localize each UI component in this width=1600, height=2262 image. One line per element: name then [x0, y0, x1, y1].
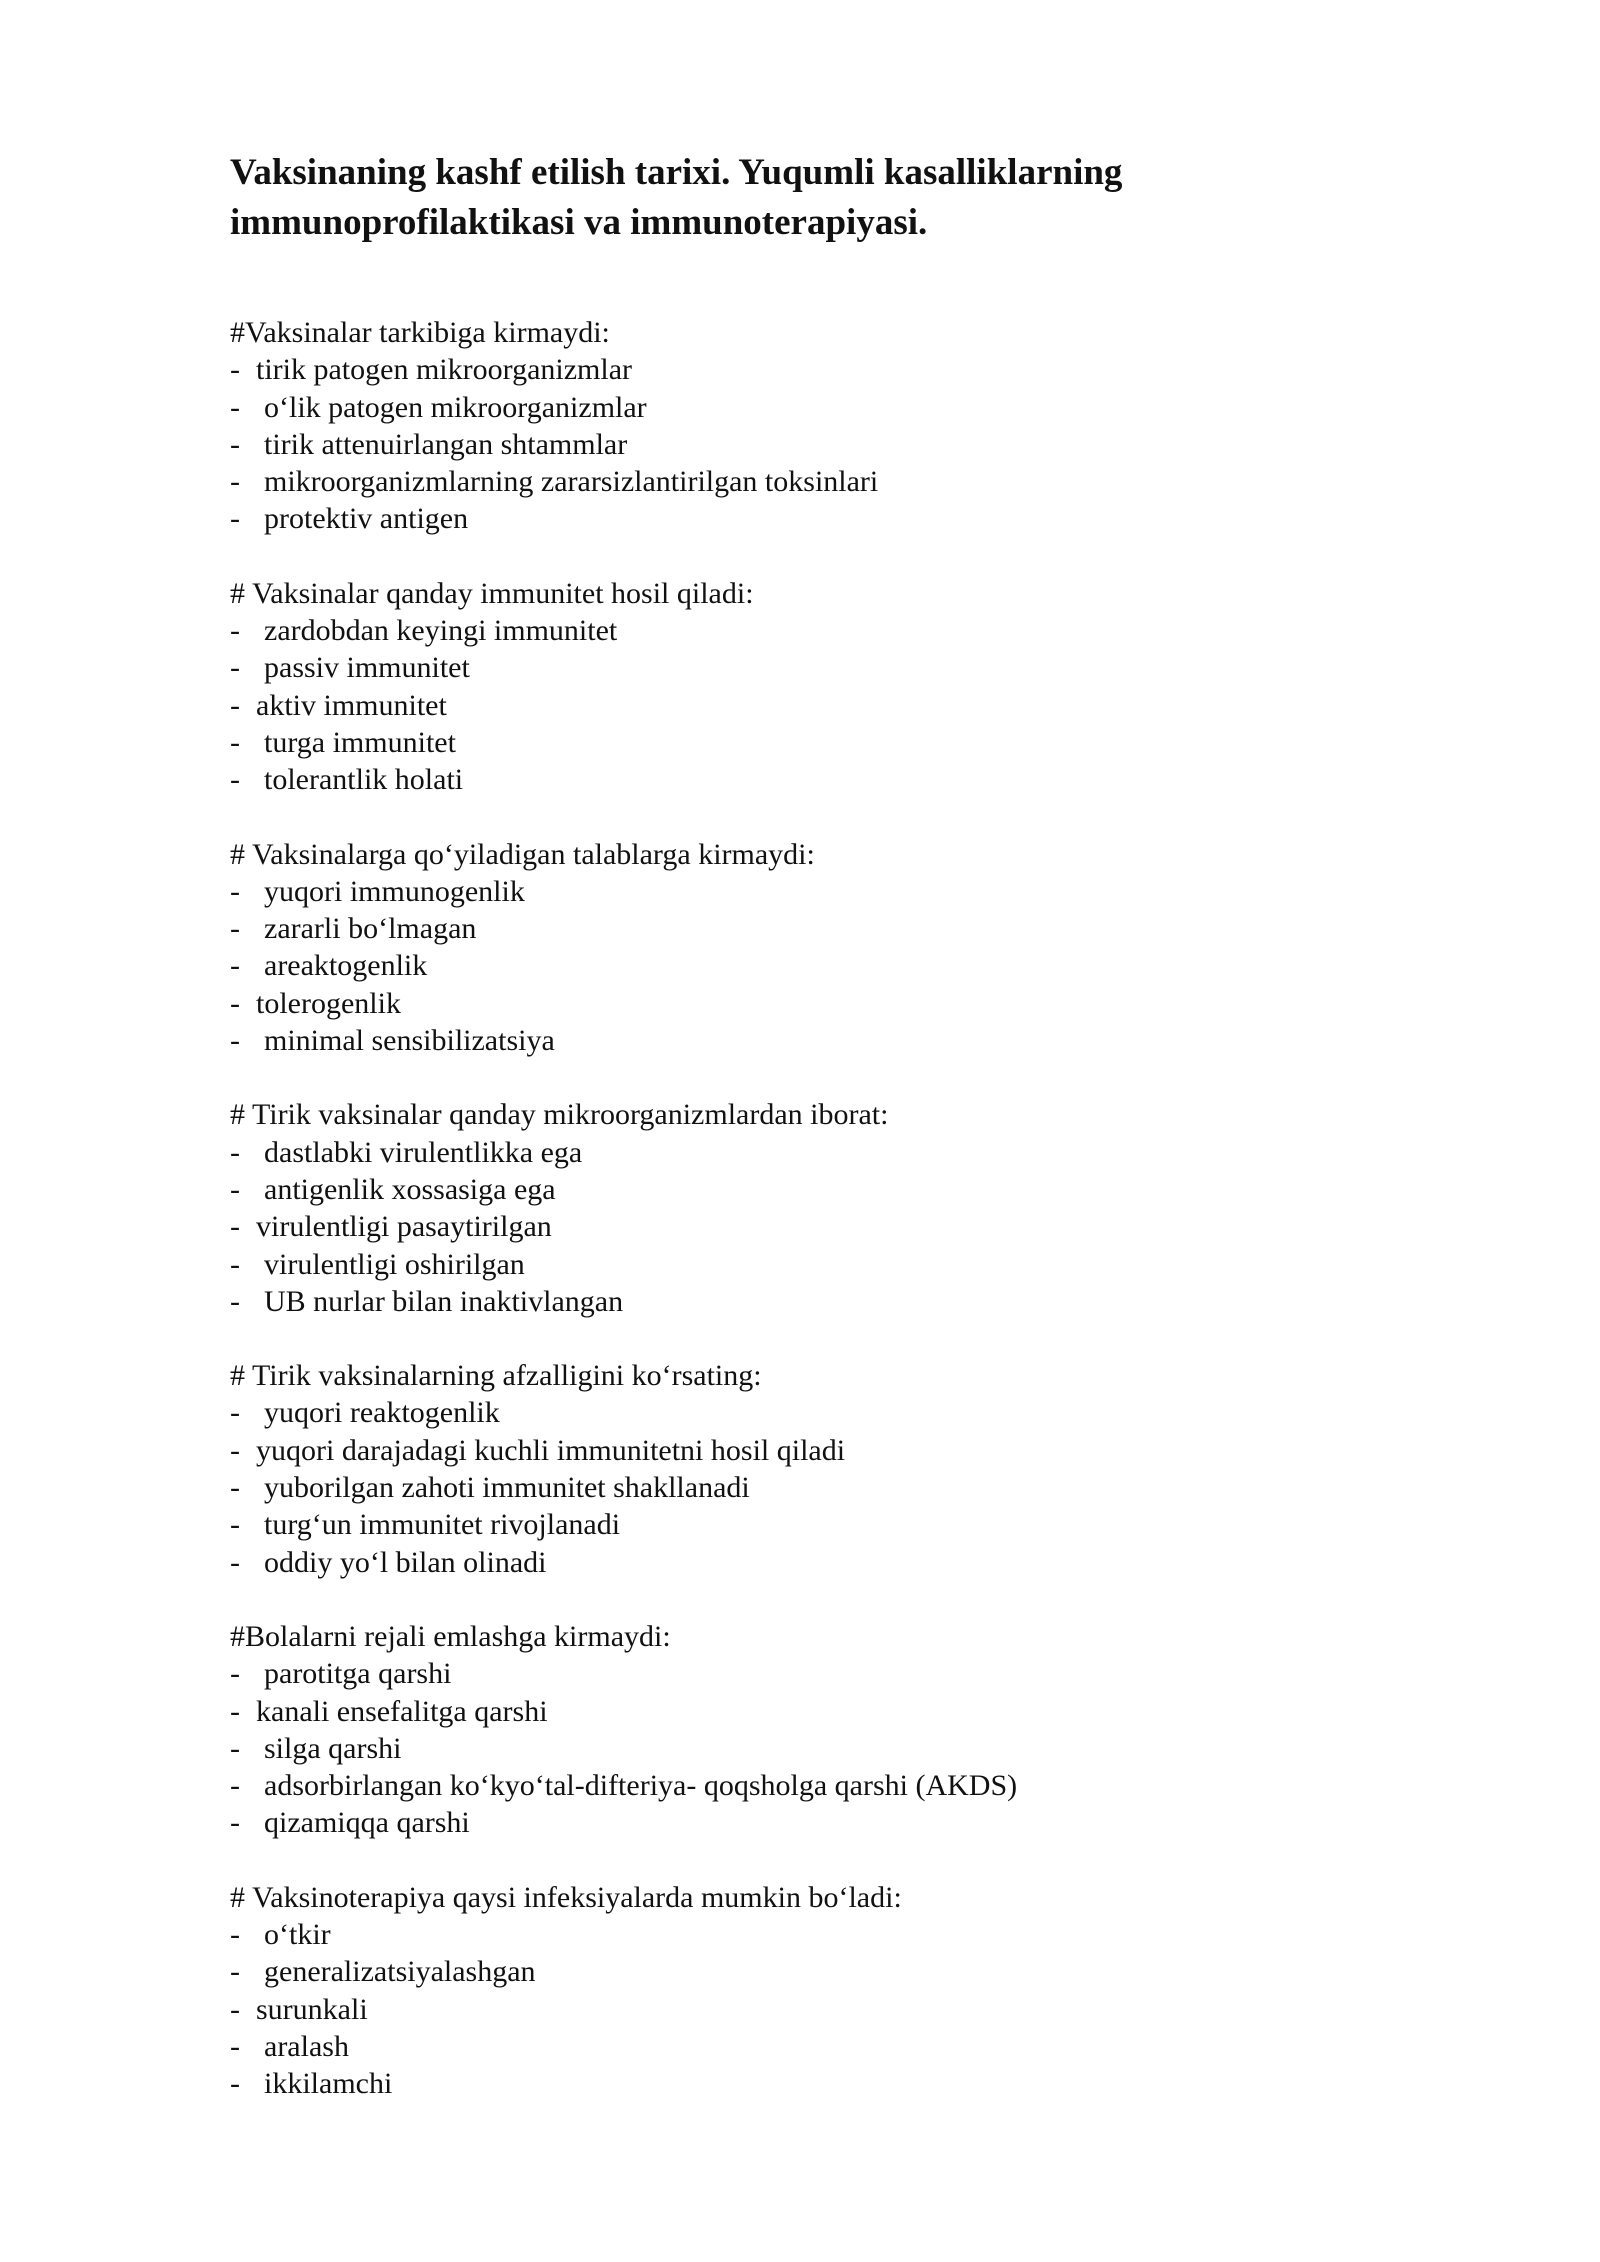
option-item [230, 2065, 1430, 2102]
option-text: virulentligi oshirilgan [264, 1247, 525, 1281]
option-item [230, 1655, 1430, 1692]
option-text: turg‘un immunitet rivojlanadi [264, 1508, 621, 1542]
option-text: tirik attenuirlangan shtammlar [264, 427, 628, 461]
option-item [230, 1804, 1430, 1841]
option-item [230, 1134, 1430, 1171]
option-text: o‘lik patogen mikroorganizmlar [264, 390, 647, 424]
dash-marker: - [230, 353, 240, 387]
dash-marker: - [230, 614, 240, 648]
question-block [230, 1618, 1430, 1842]
option-text: UB nurlar bilan inaktivlangan [264, 1284, 624, 1318]
option-list [230, 873, 1430, 1059]
dash-marker: - [230, 1806, 240, 1840]
option-text: zararli bo‘lmagan [264, 912, 477, 946]
dash-marker: - [230, 1992, 240, 2026]
question-block [230, 314, 1430, 538]
dash-marker: - [230, 912, 240, 946]
dash-marker: - [230, 1284, 240, 1318]
option-text: protektiv antigen [264, 502, 469, 536]
dash-marker: - [230, 1172, 240, 1206]
option-text: yuqori reaktogenlik [264, 1396, 500, 1430]
option-item [230, 1991, 1430, 2028]
dash-marker: - [230, 1135, 240, 1169]
option-item [230, 463, 1430, 500]
dash-marker: - [230, 1731, 240, 1765]
option-text: silga qarshi [264, 1731, 402, 1765]
option-text: surunkali [256, 1992, 368, 2026]
option-list [230, 612, 1430, 798]
option-item [230, 1394, 1430, 1431]
option-text: yuborilgan zahoti immunitet shakllanadi [264, 1471, 750, 1505]
option-item [230, 687, 1430, 724]
option-item [230, 761, 1430, 798]
dash-marker: - [230, 725, 240, 759]
dash-marker: - [230, 986, 240, 1020]
dash-marker: - [230, 2029, 240, 2063]
dash-marker: - [230, 502, 240, 536]
dash-marker: - [230, 763, 240, 797]
option-item [230, 426, 1430, 463]
question-text: # Vaksinalar qanday immunitet hosil qiladi: [230, 576, 754, 610]
question-list [230, 314, 1430, 2102]
option-text: minimal sensibilizatsiya [264, 1024, 555, 1058]
option-item [230, 1730, 1430, 1767]
option-item [230, 1767, 1430, 1804]
option-text: tolerantlik holati [264, 763, 464, 797]
option-text: tolerogenlik [256, 986, 401, 1020]
dash-marker: - [230, 1433, 240, 1467]
option-text: aralash [264, 2029, 349, 2063]
question-text: # Vaksinoterapiya qaysi infeksiyalarda mumkin bo‘ladi: [230, 1880, 902, 1914]
option-item [230, 873, 1430, 910]
option-item [230, 947, 1430, 984]
option-text: yuqori immunogenlik [264, 874, 525, 908]
option-text: oddiy yo‘l bilan olinadi [264, 1545, 547, 1579]
dash-marker: - [230, 427, 240, 461]
option-item [230, 389, 1430, 426]
option-text: tirik patogen mikroorganizmlar [256, 353, 633, 387]
dash-marker: - [230, 1917, 240, 1951]
option-list [230, 1916, 1430, 2102]
option-item [230, 351, 1430, 388]
question-block [230, 1357, 1430, 1581]
document-page [230, 148, 1430, 2139]
option-list [230, 351, 1430, 537]
option-item [230, 1432, 1430, 1469]
option-text: turga immunitet [264, 725, 456, 759]
dash-marker: - [230, 1396, 240, 1430]
option-item [230, 985, 1430, 1022]
dash-marker: - [230, 1247, 240, 1281]
dash-marker: - [230, 1210, 240, 1244]
option-item [230, 1208, 1430, 1245]
option-item [230, 1544, 1430, 1581]
question-block [230, 836, 1430, 1060]
option-text: virulentligi pasaytirilgan [256, 1210, 552, 1244]
option-item [230, 1506, 1430, 1543]
option-item [230, 500, 1430, 537]
dash-marker: - [230, 874, 240, 908]
dash-marker: - [230, 1508, 240, 1542]
question-text: #Vaksinalar tarkibiga kirmaydi: [230, 316, 610, 349]
option-text: passiv immunitet [264, 651, 470, 685]
option-list [230, 1655, 1430, 1841]
option-text: ikkilamchi [264, 2067, 393, 2101]
option-list [230, 1394, 1430, 1580]
option-item [230, 1469, 1430, 1506]
option-text: qizamiqqa qarshi [264, 1806, 470, 1840]
option-item [230, 724, 1430, 761]
question-block [230, 1096, 1430, 1320]
question-text: # Tirik vaksinalarning afzalligini ko‘rsating: [230, 1359, 762, 1393]
dash-marker: - [230, 1769, 240, 1803]
question-text: # Vaksinalarga qo‘yiladigan talablarga kirmaydi: [230, 837, 815, 871]
option-list [230, 1134, 1430, 1320]
option-text: adsorbirlangan ko‘kyo‘tal-difteriya- qoqsholga qarshi (AKDS) [264, 1769, 1018, 1803]
option-text: antigenlik xossasiga ega [264, 1172, 556, 1206]
dash-marker: - [230, 2067, 240, 2101]
option-text: areaktogenlik [264, 949, 428, 983]
option-text: parotitga qarshi [264, 1657, 452, 1691]
option-item [230, 612, 1430, 649]
option-text: yuqori darajadagi kuchli immunitetni hosil qiladi [256, 1433, 846, 1467]
option-item [230, 1953, 1430, 1990]
option-item [230, 1246, 1430, 1283]
question-block [230, 1879, 1430, 2103]
option-text: generalizatsiyalashgan [264, 1955, 536, 1989]
question-text: #Bolalarni rejali emlashga kirmaydi: [230, 1619, 671, 1653]
option-item [230, 1693, 1430, 1730]
dash-marker: - [230, 1545, 240, 1579]
dash-marker: - [230, 688, 240, 722]
dash-marker: - [230, 1657, 240, 1691]
dash-marker: - [230, 651, 240, 685]
option-item [230, 2028, 1430, 2065]
dash-marker: - [230, 465, 240, 499]
option-text: mikroorganizmlarning zararsizlantirilgan toksinlari [264, 465, 879, 499]
dash-marker: - [230, 1024, 240, 1058]
option-text: o‘tkir [264, 1917, 331, 1951]
option-item [230, 1283, 1430, 1320]
option-text: aktiv immunitet [256, 688, 447, 722]
dash-marker: - [230, 1955, 240, 1989]
dash-marker: - [230, 1471, 240, 1505]
question-block [230, 575, 1430, 799]
option-text: dastlabki virulentlikka ega [264, 1135, 583, 1169]
option-item [230, 1022, 1430, 1059]
option-item [230, 1171, 1430, 1208]
option-item [230, 649, 1430, 686]
option-text: zardobdan keyingi immunitet [264, 614, 618, 648]
option-text: kanali ensefalitga qarshi [256, 1694, 548, 1728]
document-title: Vaksinaning kashf etilish tarixi. Yuqumli kasalliklarning immunoprofilaktikasi va immunoterapiyasi. [230, 152, 1123, 243]
option-item [230, 1916, 1430, 1953]
option-item [230, 910, 1430, 947]
question-text: # Tirik vaksinalar qanday mikroorganizmlardan iborat: [230, 1098, 889, 1132]
dash-marker: - [230, 390, 240, 424]
dash-marker: - [230, 1694, 240, 1728]
dash-marker: - [230, 949, 240, 983]
